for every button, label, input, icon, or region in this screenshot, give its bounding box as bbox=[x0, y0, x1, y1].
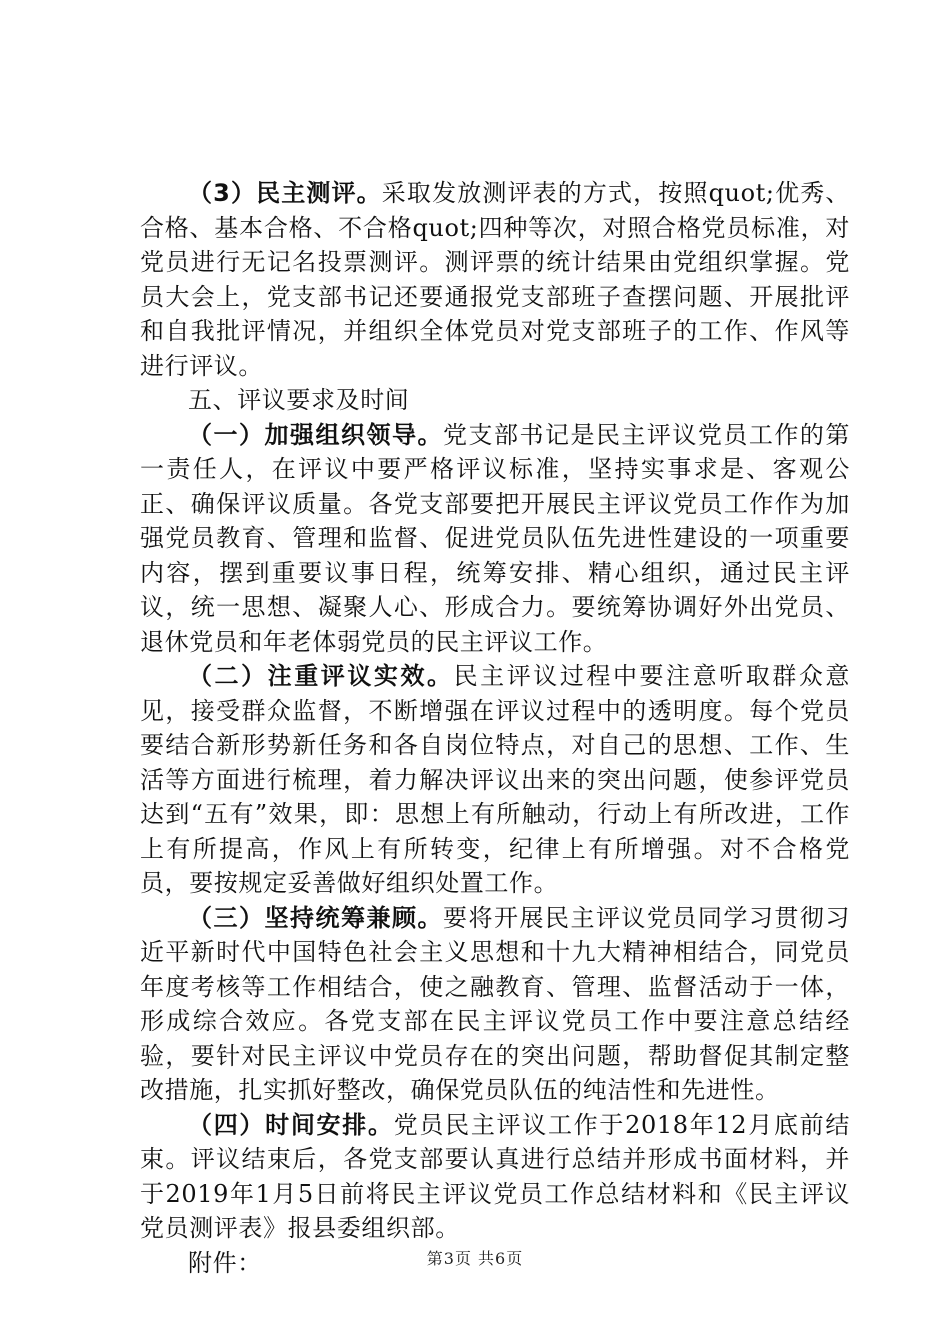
paragraph-lead: （三）坚持统筹兼顾。 bbox=[188, 903, 443, 932]
paragraph-lead: （四）时间安排。 bbox=[188, 1110, 394, 1139]
document-body bbox=[140, 176, 850, 1280]
paragraph-text: 采取发放测评表的方式，按照quot;优秀、合格、基本合格、不合格quot;四种等次，对照合格党员标准，对党员进行无记名投票测评。测评票的统计结果由党组织掌握。党员大会上，党支部书记还要通报党支部班子查摆问题、开展批评和自我批评情况，并组织全体党员对党支部班子的工作、作风等进行评议。 bbox=[140, 179, 850, 380]
paragraph-text: 民主评议过程中要注意听取群众意见，接受群众监督，不断增强在评议过程中的透明度。每个党员要结合新形势新任务和各自岗位特点，对自己的思想、工作、生活等方面进行梳理，着力解决评议出来的突出问题，使参评党员达到“五有”效果，即：思想上有所触动，行动上有所改进，工作上有所提高，作风上有所转变，纪律上有所增强。对不合格党员，要按规定妥善做好组织处置工作。 bbox=[140, 662, 851, 897]
paragraph-text: 要将开展民主评议党员同学习贯彻习近平新时代中国特色社会主义思想和十九大精神相结合，同党员年度考核等工作相结合，使之融教育、管理、监督活动于一体，形成综合效应。各党支部在民主评议党员工作中要注意总结经验，要针对民主评议中党员存在的突出问题，帮助督促其制定整改措施，扎实抓好整改，确保党员队伍的纯洁性和先进性。 bbox=[140, 903, 851, 1104]
paragraph-text: 党员民主评议工作于2018年12月底前结束。评议结束后，各党支部要认真进行总结并形成书面材料，并于2019年1月5日前将民主评议党员工作总结材料和《民主评议党员测评表》报县委组织部。 bbox=[140, 1110, 850, 1242]
paragraph-lead: （二）注重评议实效。 bbox=[188, 662, 454, 690]
paragraph-text: 党支部书记是民主评议党员工作的第一责任人，在评议中要严格评议标准，坚持实事求是、客观公正、确保评议质量。各党支部要把开展民主评议党员工作作为加强党员教育、管理和监督、促进党员队伍先进性建设的一项重要内容，摆到重要议事日程，统筹安排、精心组织，通过民主评议，统一思想、凝聚人心、形成合力。要统筹协调好外出党员、退休党员和年老体弱党员的民主评议工作。 bbox=[140, 420, 851, 656]
paragraph-schedule bbox=[140, 1108, 850, 1246]
paragraph-overall-planning bbox=[140, 901, 850, 1108]
paragraph-strengthen-leadership bbox=[140, 418, 850, 660]
section-heading bbox=[140, 383, 850, 418]
paragraph-lead: （3）民主测评。 bbox=[188, 179, 382, 207]
paragraph-effectiveness bbox=[140, 659, 850, 901]
paragraph-lead: （一）加强组织领导。 bbox=[188, 420, 443, 449]
section-heading-text: 五、评议要求及时间 bbox=[188, 386, 410, 414]
page-footer: 第3页 共6页 bbox=[426, 1249, 524, 1268]
attachment-label: 附件： bbox=[188, 1248, 262, 1277]
paragraph-democratic-evaluation bbox=[140, 176, 850, 383]
